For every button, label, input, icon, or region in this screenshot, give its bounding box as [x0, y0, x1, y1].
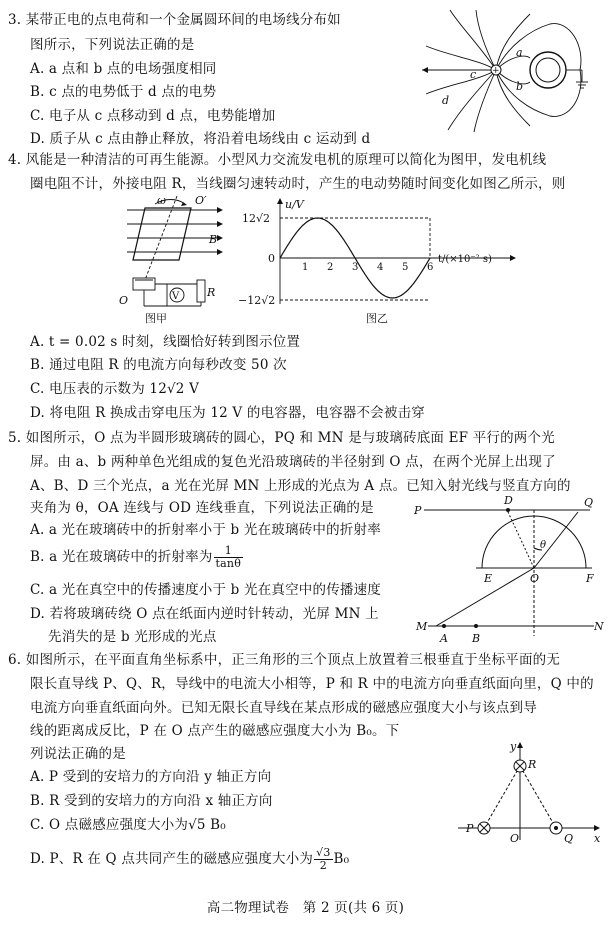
q6-label-y: y — [510, 740, 517, 753]
q4-u-axis-label: u/V — [285, 198, 304, 211]
q4-option-c-sqrt: √2 — [167, 381, 185, 397]
q5-label-f: F — [586, 572, 594, 585]
q4-stem-line1: 4. 风能是一种清洁的可再生能源。小型风力交流发电机的原理可以简化为图甲，发电机线 — [8, 152, 547, 168]
q5-stem-line3: A、B、D 三个光点，a 光在光屏 MN 上形成的光点为 A 点。已知入射光线与竖直方向的 — [30, 478, 571, 494]
q6-label-x: x — [594, 832, 601, 844]
q4-emf-graph — [238, 196, 518, 328]
q5-stem-line2: 屏。由 a、b 两种单色光组成的复色光沿玻璃砖的半径射到 O 点，在两个光屏上出现了 — [30, 454, 556, 470]
q4-option-c — [30, 381, 199, 398]
q3-option-d: D. 质子从 c 点由静止释放，将沿着电场线由 c 运动到 d — [30, 131, 371, 147]
q4-tick-label: 1 — [302, 262, 309, 273]
q5-option-b — [30, 544, 244, 570]
q4-option-a: A. t = 0.02 s 时刻，线圈恰好转到图示位置 — [30, 334, 301, 350]
wire-p-into-page-icon — [478, 822, 490, 834]
q4-oprime-label: O′ — [195, 196, 207, 207]
q4-resistor-label: R — [207, 286, 216, 299]
q4-tick-label: 5 — [402, 262, 409, 273]
q5-stem-line4: 夹角为 θ，OA 连线与 OD 连线垂直，下列说法正确的是 — [30, 500, 374, 516]
q4-omega-label: ω — [157, 196, 166, 207]
q6-fraction-numerator: √3 — [316, 846, 331, 859]
wire-r-into-page-icon — [514, 760, 526, 772]
q6-label-p: P — [466, 822, 474, 835]
q3-option-a: A. a 点和 b 点的电场强度相同 — [30, 61, 217, 77]
q6-option-c: C. O 点磁感应强度大小为√5 B₀ — [30, 817, 226, 833]
q6-stem-line3: 电流方向垂直纸面向外。已知无限长直导线在某点形成的磁感应强度大小与该点到导 — [30, 700, 537, 716]
q6-option-b: B. R 受到的安培力的方向沿 x 轴正方向 — [30, 793, 273, 809]
q4-option-b: B. 通过电阻 R 的电流方向每秒改变 50 次 — [30, 357, 287, 373]
q3-label-a: a — [516, 46, 523, 59]
q6-fraction-denominator: 2 — [319, 859, 327, 872]
q5-label-m: M — [416, 620, 428, 633]
q6-option-d-fraction — [314, 847, 332, 872]
q6-label-q: Q — [564, 832, 574, 844]
q6-stem-line2: 限长直导线 P、Q、R，导线中的电流大小相等，P 和 R 中的电流方向垂直纸面向里，Q 中的 — [30, 676, 594, 692]
q4-zero-label: 0 — [268, 252, 275, 265]
q4-t-axis-label: t/(×10⁻² s) — [438, 254, 492, 265]
q4-o-label: O — [119, 294, 129, 307]
wire-q-out-of-page-icon — [550, 822, 562, 834]
q4-b-label: B — [209, 233, 218, 246]
q4-tick-label: 3 — [352, 262, 359, 273]
q4-generator-figure — [105, 196, 230, 326]
q6-stem-line4: 线的距离成反比，P 在 O 点产生的磁感应强度大小为 B₀。下 — [30, 723, 400, 739]
q6-label-r: R — [528, 758, 537, 771]
q3-stem-line2: 图所示，下列说法正确的是 — [30, 37, 195, 53]
q4-tick-label: 4 — [377, 262, 384, 273]
q5-glass-brick-figure — [414, 496, 606, 646]
q4-option-c-unit: V — [184, 381, 200, 397]
q5-fraction-numerator: 1 — [214, 545, 244, 558]
q3-option-b: B. c 点的电势低于 d 点的电势 — [30, 84, 217, 100]
q6-option-d-unit: B₀ — [333, 851, 350, 867]
q6-wires-figure — [448, 740, 604, 844]
q3-label-c: c — [470, 68, 477, 81]
q5-option-a: A. a 光在玻璃砖中的折射率小于 b 光在玻璃砖中的折射率 — [30, 522, 381, 538]
q4-tick-label: 6 — [427, 262, 434, 273]
page-footer: 高二物理试卷 第 2 页(共 6 页) — [206, 900, 405, 916]
q4-tick-label: 2 — [327, 262, 334, 273]
svg-text:+: + — [492, 66, 500, 76]
q5-label-d: D — [504, 496, 513, 507]
q6-label-o: O — [510, 832, 520, 844]
q5-label-e: E — [484, 572, 493, 585]
q5-label-theta: θ — [540, 540, 547, 551]
q4-tick-labels — [302, 262, 433, 273]
q3-label-b: b — [516, 80, 524, 93]
q6-option-a: A. P 受到的安培力的方向沿 y 轴正方向 — [30, 769, 272, 785]
q5-label-o: O — [530, 572, 540, 585]
q3-label-d: d — [442, 94, 450, 107]
q5-label-n: N — [594, 620, 604, 633]
q6-option-d — [30, 846, 349, 872]
q4-min-label: −12√2 — [238, 294, 276, 307]
q5-fraction-denominator: tanθ — [215, 557, 242, 570]
q4-fig2-caption: 图乙 — [366, 312, 388, 325]
q5-stem-line1: 5. 如图所示，O 点为半圆形玻璃砖的圆心，PQ 和 MN 是与玻璃砖底面 EF 平行的两个光 — [8, 430, 555, 446]
q5-option-d-line2: 先消失的是 b 光形成的光点 — [48, 629, 217, 645]
q5-label-a: A — [440, 632, 448, 645]
q4-fig1-caption: 图甲 — [145, 312, 167, 325]
q6-stem-line5: 列说法正确的是 — [30, 746, 126, 762]
q6-option-d-text: D. P、R 在 Q 点共同产生的磁感应强度大小为 — [30, 851, 314, 867]
q5-label-q: Q — [584, 496, 594, 509]
q4-stem-line2: 圈电阻不计，外接电阻 R，当线圈匀速转动时，产生的电动势随时间变化如图乙所示，则 — [30, 176, 566, 192]
q4-option-c-text: C. 电压表的示数为 12 — [30, 381, 167, 397]
q5-label-p: P — [414, 504, 422, 517]
q3-option-c: C. 电子从 c 点移动到 d 点，电势能增加 — [30, 108, 276, 124]
q5-option-b-fraction — [214, 545, 244, 570]
q5-label-b: B — [472, 632, 481, 645]
q4-max-label: 12√2 — [242, 212, 271, 225]
q6-stem-line1: 6. 如图所示，在平面直角坐标系中，正三角形的三个顶点上放置着三根垂直于坐标平面的无 — [8, 652, 561, 668]
q5-option-c: C. a 光在真空中的传播速度小于 b 光在真空中的传播速度 — [30, 582, 381, 598]
q3-field-line-figure — [420, 6, 600, 136]
q5-option-b-text: B. a 光在玻璃砖中的折射率为 — [30, 549, 213, 565]
q4-option-d: D. 将电阻 R 换成击穿电压为 12 V 的电容器，电容器不会被击穿 — [30, 405, 425, 421]
q5-option-d-line1: D. 若将玻璃砖绕 O 点在纸面内逆时针转动，光屏 MN 上 — [30, 606, 379, 622]
q3-stem-line1: 3. 某带正电的点电荷和一个金属圆环间的电场线分布如 — [8, 12, 341, 28]
q4-voltmeter-label: V — [172, 291, 180, 302]
